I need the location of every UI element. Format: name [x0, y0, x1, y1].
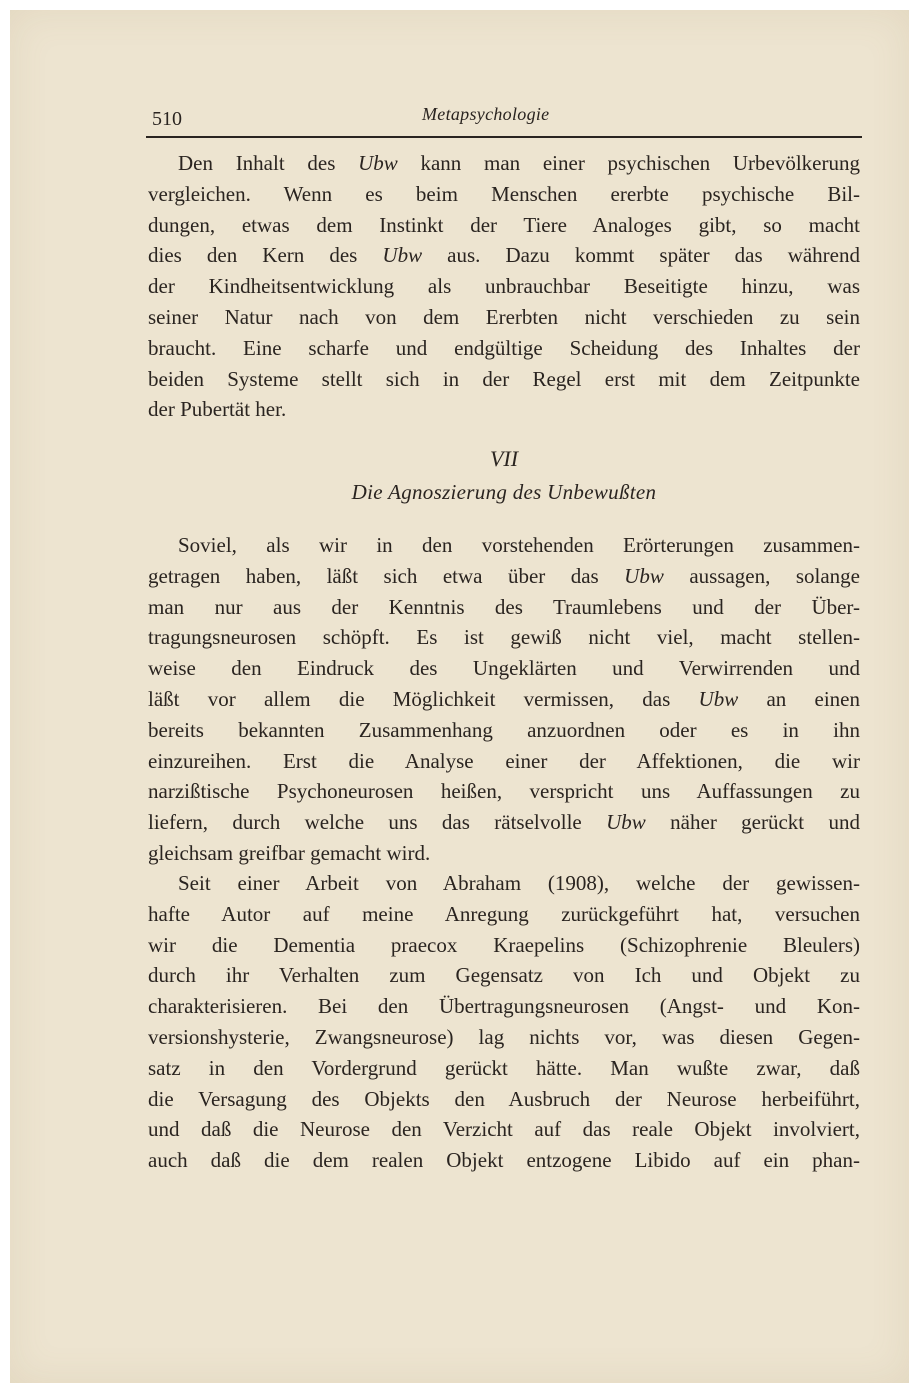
- text-line: wir die Dementia praecox Kraepelins (Schizophrenie Bleulers): [148, 932, 860, 957]
- text-line: liefern, durch welche uns das rätselvolle Ubw näher gerückt und: [148, 810, 860, 835]
- text-line: braucht. Eine scharfe und endgültige Scheidung des Inhaltes der: [148, 335, 860, 360]
- text-line: der Kindheitsentwicklung als unbrauchbar Beseitigte hinzu, was: [148, 274, 860, 299]
- ubw-abbreviation: Ubw: [698, 686, 739, 711]
- text-line: Den Inhalt des Ubw kann man einer psychischen Urbevölkerung: [178, 151, 860, 175]
- text-line: man nur aus der Kenntnis des Traumlebens und der Über-: [148, 594, 860, 619]
- section-number: VII: [489, 446, 519, 471]
- ubw-abbreviation: Ubw: [358, 151, 398, 175]
- header-rule: [146, 136, 862, 138]
- text-line: auch daß die dem realen Objekt entzogene Libido auf ein phan-: [148, 1148, 860, 1173]
- text-line: einzureihen. Erst die Analyse einer der Affektionen, die wir: [148, 748, 860, 773]
- section-title: Die Agnoszierung des Unbewußten: [351, 480, 657, 504]
- ubw-abbreviation: Ubw: [624, 563, 664, 588]
- ubw-abbreviation: Ubw: [606, 810, 646, 835]
- text-line: bereits bekannten Zusammenhang anzuordnen oder es in ihn: [148, 717, 860, 742]
- text-line: vergleichen. Wenn es beim Menschen ererbte psychische Bil-: [148, 181, 860, 206]
- text-line: tragungsneurosen schöpft. Es ist gewiß nicht viel, macht stellen-: [148, 625, 860, 650]
- text-line: dies den Kern des Ubw aus. Dazu kommt später das während: [148, 243, 860, 268]
- page-number: 510: [152, 108, 182, 130]
- text-line: beiden Systeme stellt sich in der Regel erst mit dem Zeitpunkte: [148, 366, 860, 391]
- text-line: versionshysterie, Zwangsneurose) lag nichts vor, was diesen Gegen-: [148, 1024, 860, 1049]
- text-line: die Versagung des Objekts den Ausbruch der Neurose herbeiführt,: [148, 1086, 860, 1111]
- paragraph-1: [148, 148, 860, 425]
- text-line: dungen, etwas dem Instinkt der Tiere Analoges gibt, so macht: [148, 212, 860, 237]
- paragraph-2: [148, 530, 860, 869]
- text-line: läßt vor allem die Möglichkeit vermissen, das Ubw an einen: [148, 686, 860, 711]
- running-head: Metapsychologie: [422, 104, 550, 124]
- text-line: und daß die Neurose den Verzicht auf das reale Objekt involviert,: [148, 1117, 860, 1142]
- text-line: satz in den Vordergrund gerückt hätte. Man wußte zwar, daß: [148, 1055, 860, 1080]
- text-line: durch ihr Verhalten zum Gegensatz von Ich und Objekt zu: [148, 963, 860, 988]
- text-line: weise den Eindruck des Ungeklärten und Verwirrenden und: [148, 656, 860, 681]
- text-line: der Pubertät her.: [148, 397, 287, 422]
- text-line: gleichsam greifbar gemacht wird.: [148, 840, 431, 865]
- page-header: [152, 102, 862, 132]
- ubw-abbreviation: Ubw: [382, 243, 423, 268]
- text-line: narzißtische Psychoneurosen heißen, verspricht uns Auffassungen zu: [148, 779, 860, 804]
- text-line: Seit einer Arbeit von Abraham (1908), welche der gewissen-: [178, 871, 860, 895]
- text-line: seiner Natur nach von dem Ererbten nicht verschieden zu sein: [148, 304, 860, 329]
- text-line: charakterisieren. Bei den Übertragungsneurosen (Angst- und Kon-: [148, 994, 860, 1019]
- text-line: Soviel, als wir in den vorstehenden Erörterungen zusammen-: [178, 533, 860, 557]
- paragraph-3: [148, 868, 860, 1176]
- text-line: getragen haben, läßt sich etwa über das Ubw aussagen, solange: [148, 563, 860, 588]
- text-line: hafte Autor auf meine Anregung zurückgeführt hat, versuchen: [148, 901, 860, 926]
